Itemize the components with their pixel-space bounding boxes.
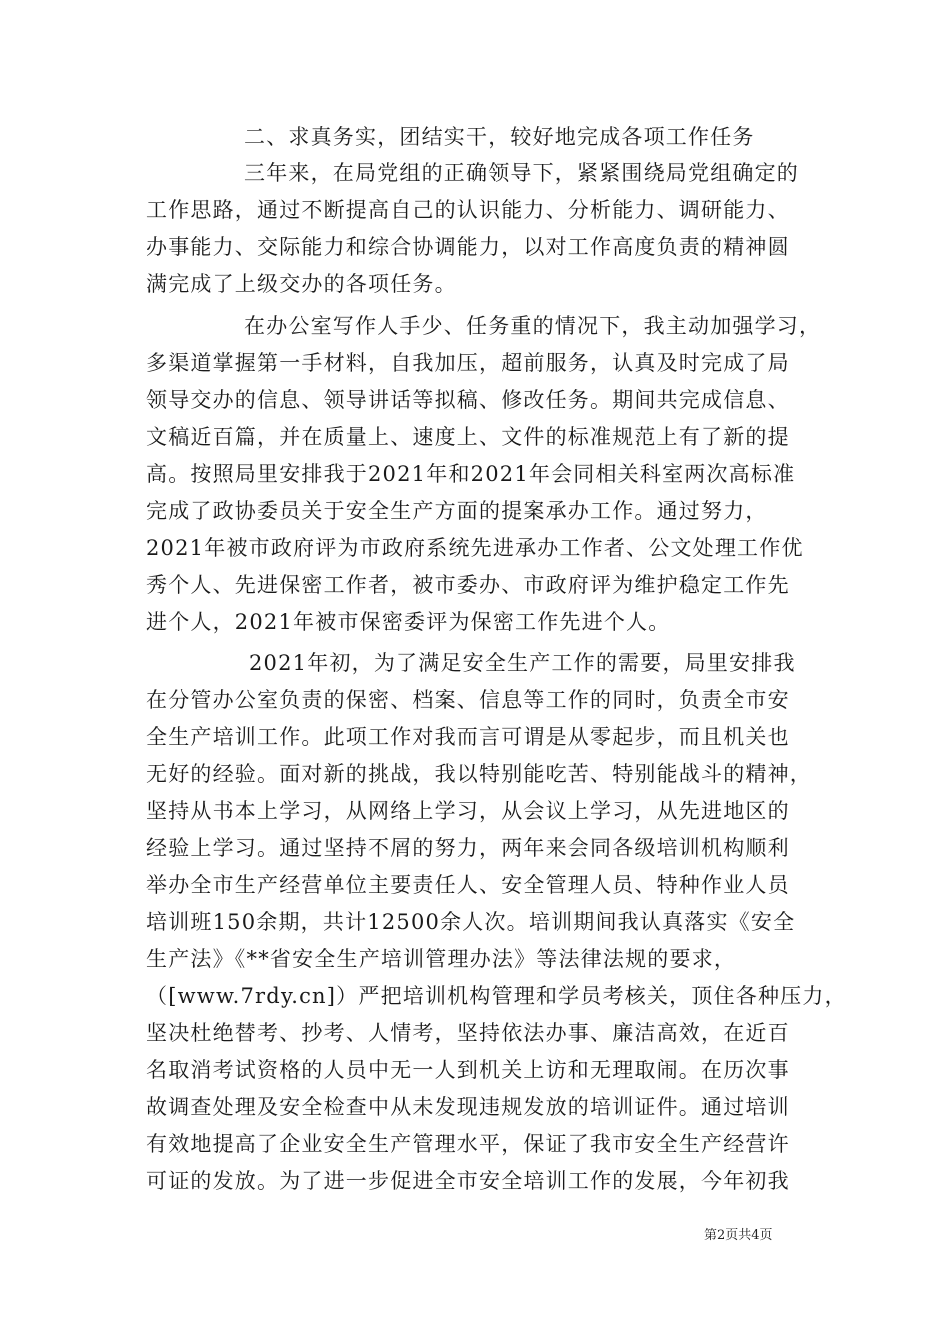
paragraph-1-line-1: 三年来，在局党组的正确领导下，紧紧围绕局党组确定的 xyxy=(244,161,799,185)
paragraph-3-line-3: 全生产培训工作。此项工作对我而言可谓是从零起步，而且机关也 xyxy=(146,725,790,749)
paragraph-3-line-12: 名取消考试资格的人员中无一人到机关上访和无理取闹。在历次事 xyxy=(146,1058,790,1082)
paragraph-3-line-15: 可证的发放。为了进一步促进全市安全培训工作的发展，今年初我 xyxy=(146,1169,790,1193)
page-number: 第2页共4页 xyxy=(704,1228,773,1243)
paragraph-3-line-11: 坚决杜绝替考、抄考、人情考，坚持依法办事、廉洁高效，在近百 xyxy=(146,1021,790,1045)
paragraph-2-line-4: 文稿近百篇，并在质量上、速度上、文件的标准规范上有了新的提 xyxy=(146,425,790,449)
paragraph-2-line-5: 高。按照局里安排我于2021年和2021年会同相关科室两次高标准 xyxy=(146,462,796,486)
paragraph-2-line-6: 完成了政协委员关于安全生产方面的提案承办工作。通过努力， xyxy=(146,499,768,523)
paragraph-2-line-7: 2021年被市政府评为市政府系统先进承办工作者、公文处理工作优 xyxy=(146,536,804,560)
paragraph-3-line-13: 故调查处理及安全检查中从未发现违规发放的培训证件。通过培训 xyxy=(146,1095,790,1119)
paragraph-2-line-2: 多渠道掌握第一手材料，自我加压，超前服务，认真及时完成了局 xyxy=(146,351,790,375)
paragraph-3-line-2: 在分管办公室负责的保密、档案、信息等工作的同时，负责全市安 xyxy=(146,688,790,712)
paragraph-1-line-4: 满完成了上级交办的各项任务。 xyxy=(146,272,457,296)
paragraph-1-line-3: 办事能力、交际能力和综合协调能力，以对工作高度负责的精神圆 xyxy=(146,235,790,259)
paragraph-3-line-6: 经验上学习。通过坚持不屑的努力，两年来会同各级培训机构顺利 xyxy=(146,836,790,860)
paragraph-3-line-5: 坚持从书本上学习，从网络上学习，从会议上学习，从先进地区的 xyxy=(146,799,790,823)
paragraph-3-line-10: （[www.7rdy.cn]）严把培训机构管理和学员考核关，顶住各种压力， xyxy=(146,984,847,1008)
paragraph-2-line-8: 秀个人、先进保密工作者，被市委办、市政府评为维护稳定工作先 xyxy=(146,573,790,597)
paragraph-2-line-3: 领导交办的信息、领导讲话等拟稿、修改任务。期间共完成信息、 xyxy=(146,388,790,412)
paragraph-1-line-2: 工作思路，通过不断提高自己的认识能力、分析能力、调研能力、 xyxy=(146,198,790,222)
section-heading: 二、求真务实，团结实干，较好地完成各项工作任务 xyxy=(244,125,755,149)
paragraph-3-line-4: 无好的经验。面对新的挑战，我以特别能吃苦、特别能战斗的精神， xyxy=(146,762,812,786)
paragraph-3-line-14: 有效地提高了企业安全生产管理水平，保证了我市安全生产经营许 xyxy=(146,1132,790,1156)
paragraph-2-line-9: 进个人，2021年被市保密委评为保密工作先进个人。 xyxy=(146,610,671,634)
paragraph-3-line-8: 培训班150余期，共计12500余人次。培训期间我认真落实《安全 xyxy=(146,910,796,934)
paragraph-3-line-1: 2021年初，为了满足安全生产工作的需要，局里安排我 xyxy=(249,651,796,675)
paragraph-3-line-9: 生产法》《**省安全生产培训管理办法》等法律法规的要求， xyxy=(146,947,737,971)
paragraph-2-line-1: 在办公室写作人手少、任务重的情况下，我主动加强学习， xyxy=(244,314,822,338)
paragraph-3-line-7: 举办全市生产经营单位主要责任人、安全管理人员、特种作业人员 xyxy=(146,873,790,897)
